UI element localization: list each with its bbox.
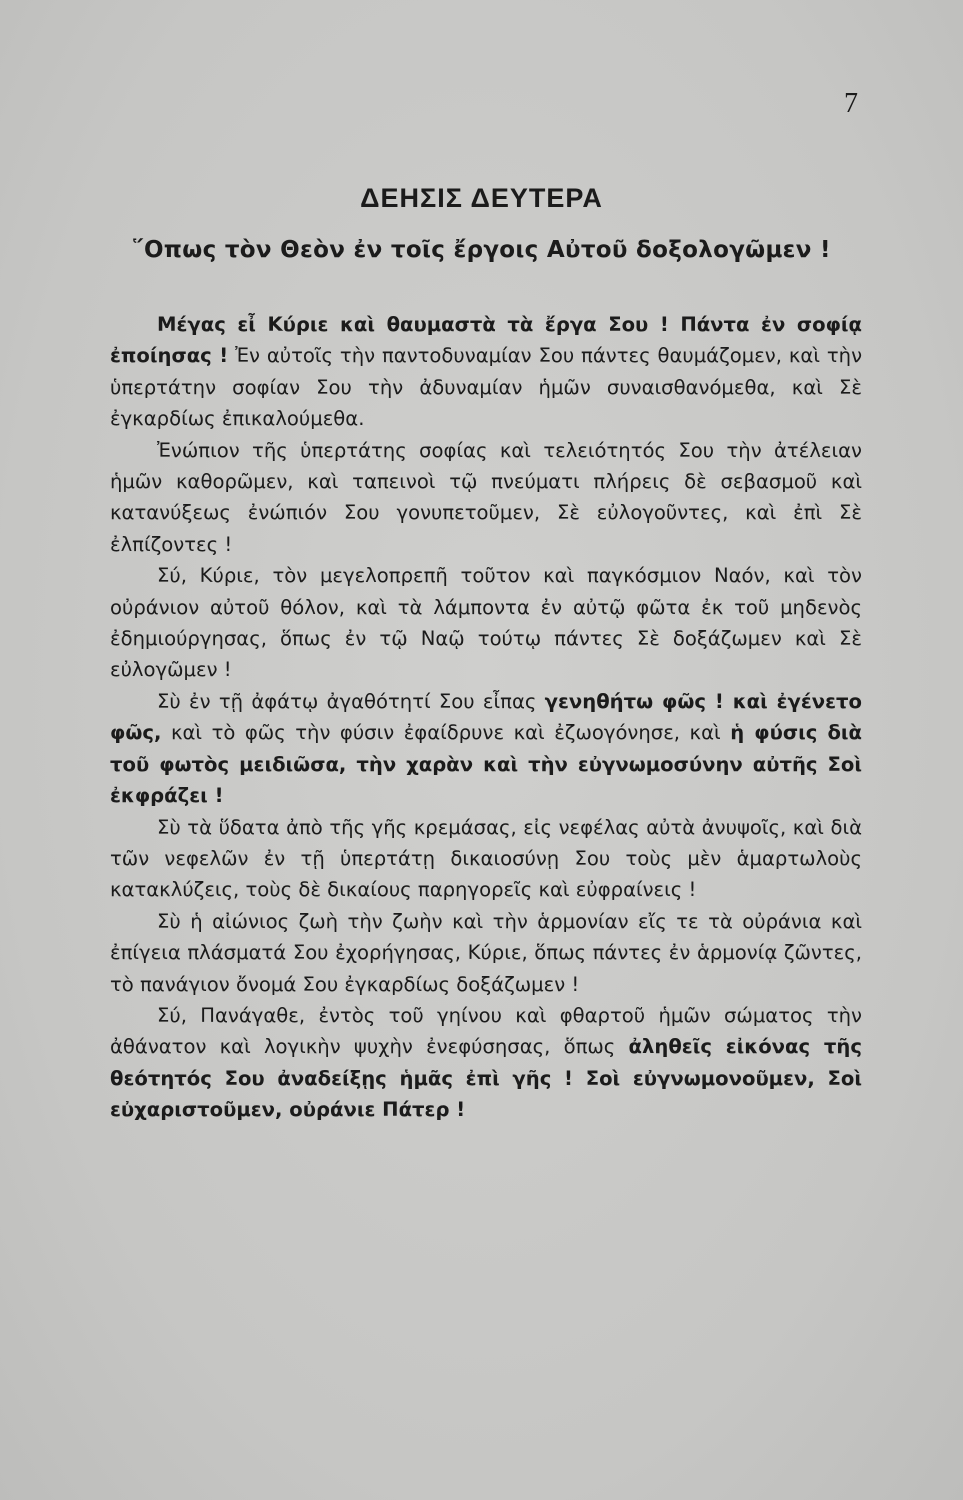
paragraph-1 — [110, 309, 862, 435]
body-text — [110, 309, 862, 1126]
paragraph-3-text: Σύ, Κύριε, τὸν μεγελοπρεπῆ τοῦτον καὶ παγκόσμιον Ναόν, καὶ τὸν οὐράνιον αὐτοῦ θόλον, καὶ τὰ λάμποντα ἐν αὐτῷ φῶτα ἐκ τοῦ μηδενὸς ἐδημιούργησας, ὅπως ἐν τῷ Ναῷ τούτῳ πάντες Σὲ δοξάζωμεν καὶ Σὲ εὐλογῶμεν ! — [110, 564, 862, 682]
paragraph-1-text: Ἐν αὐτοῖς τὴν παντοδυναμίαν Σου πάντες θαυμάζομεν, καὶ τὴν ὑπερτάτην σοφίαν Σου τὴν ἀδυναμίαν ἡμῶν συναισθανόμεθα, καὶ Σὲ ἐγκαρδίως ἐπικαλούμεθα. — [110, 344, 863, 431]
paragraph-7-bold: ἀληθεῖς εἰκόνας τῆς θεότητός Σου ἀναδείξῃς ἡμᾶς ἐπὶ γῆς ! Σοὶ εὐγνωμονοῦμεν, Σοὶ εὐχαριστοῦμεν, οὐράνιε Πάτερ ! — [110, 1035, 862, 1122]
paragraph-4-text-b: καὶ τὸ φῶς τὴν φύσιν ἐφαίδρυνε καὶ ἐζωογόνησε, καὶ — [161, 721, 731, 745]
paragraph-6-text: Σὺ ἡ αἰώνιος ζωὴ τὴν ζωὴν καὶ τὴν ἁρμονίαν εἴς τε τὰ οὐράνια καὶ ἐπίγεια πλάσματά Σου ἐχορήγησας, Κύριε, ὅπως πάντες ἐν ἁρμονίᾳ ζῶντες, τὸ πανάγιον ὄνομά Σου ἐγκαρδίως δοξάζωμεν ! — [110, 909, 862, 996]
page-number: 7 — [844, 88, 858, 119]
paragraph-1-bold: Μέγας εἶ Κύριε καὶ θαυμαστὰ τὰ ἔργα Σου ! Πάντα ἐν σοφίᾳ ἐποίησας ! — [110, 313, 862, 368]
paragraph-7 — [110, 1000, 862, 1126]
paragraph-4 — [110, 686, 862, 812]
paragraph-4-text-a: Σὺ ἐν τῇ ἀφάτῳ ἀγαθότητί Σου εἶπας — [157, 689, 545, 713]
paragraph-6 — [110, 906, 862, 1000]
page-title: ΔΕΗΣΙΣ ΔΕΥΤΕΡΑ — [360, 183, 603, 213]
paragraph-7-text: Σύ, Πανάγαθε, ἐντὸς τοῦ γηίνου καὶ φθαρτοῦ ἡμῶν σώματος τὴν ἀθάνατον καὶ λογικὴν ψυχὴν ἐνεφύσησας, ὅπως — [110, 1003, 862, 1059]
paragraph-4-bold-a: γενηθήτω φῶς ! καὶ ἐγένετο φῶς, — [110, 689, 862, 745]
paragraph-2 — [110, 435, 862, 561]
paragraph-5-text: Σὺ τὰ ὕδατα ἀπὸ τῆς γῆς κρεμάσας, εἰς νεφέλας αὐτὰ ἀνυψοῖς, καὶ διὰ τῶν νεφελῶν ἐν τῇ ὑπερτάτῃ δικαιοσύνῃ Σου τοὺς μὲν ἁμαρτωλοὺς κατακλύζεις, τοὺς δὲ δικαίους παρηγορεῖς καὶ εὐφραίνεις ! — [110, 815, 862, 902]
paragraph-4-bold-b: ἡ φύσις διὰ τοῦ φωτὸς μειδιῶσα, τὴν χαρὰν καὶ τὴν εὐγνωμοσύνην αὐτῆς Σοὶ ἐκφράζει ! — [110, 721, 862, 808]
paragraph-3 — [110, 560, 862, 686]
page-subtitle: ῞Οπως τὸν Θεὸν ἐν τοῖς ἔργοις Αὐτοῦ δοξολογῶμεν ! — [132, 237, 831, 263]
paragraph-5 — [110, 812, 862, 906]
paragraph-2-text: Ἐνώπιον τῆς ὑπερτάτης σοφίας καὶ τελειότητός Σου τὴν ἀτέλειαν ἡμῶν καθορῶμεν, καὶ ταπεινοὶ τῷ πνεύματι πλήρεις δὲ σεβασμοῦ καὶ κατανύξεως ἐνώπιόν Σου γονυπετοῦμεν, Σὲ εὐλογοῦντες, καὶ ἐπὶ Σὲ ἐλπίζοντες ! — [110, 438, 862, 556]
